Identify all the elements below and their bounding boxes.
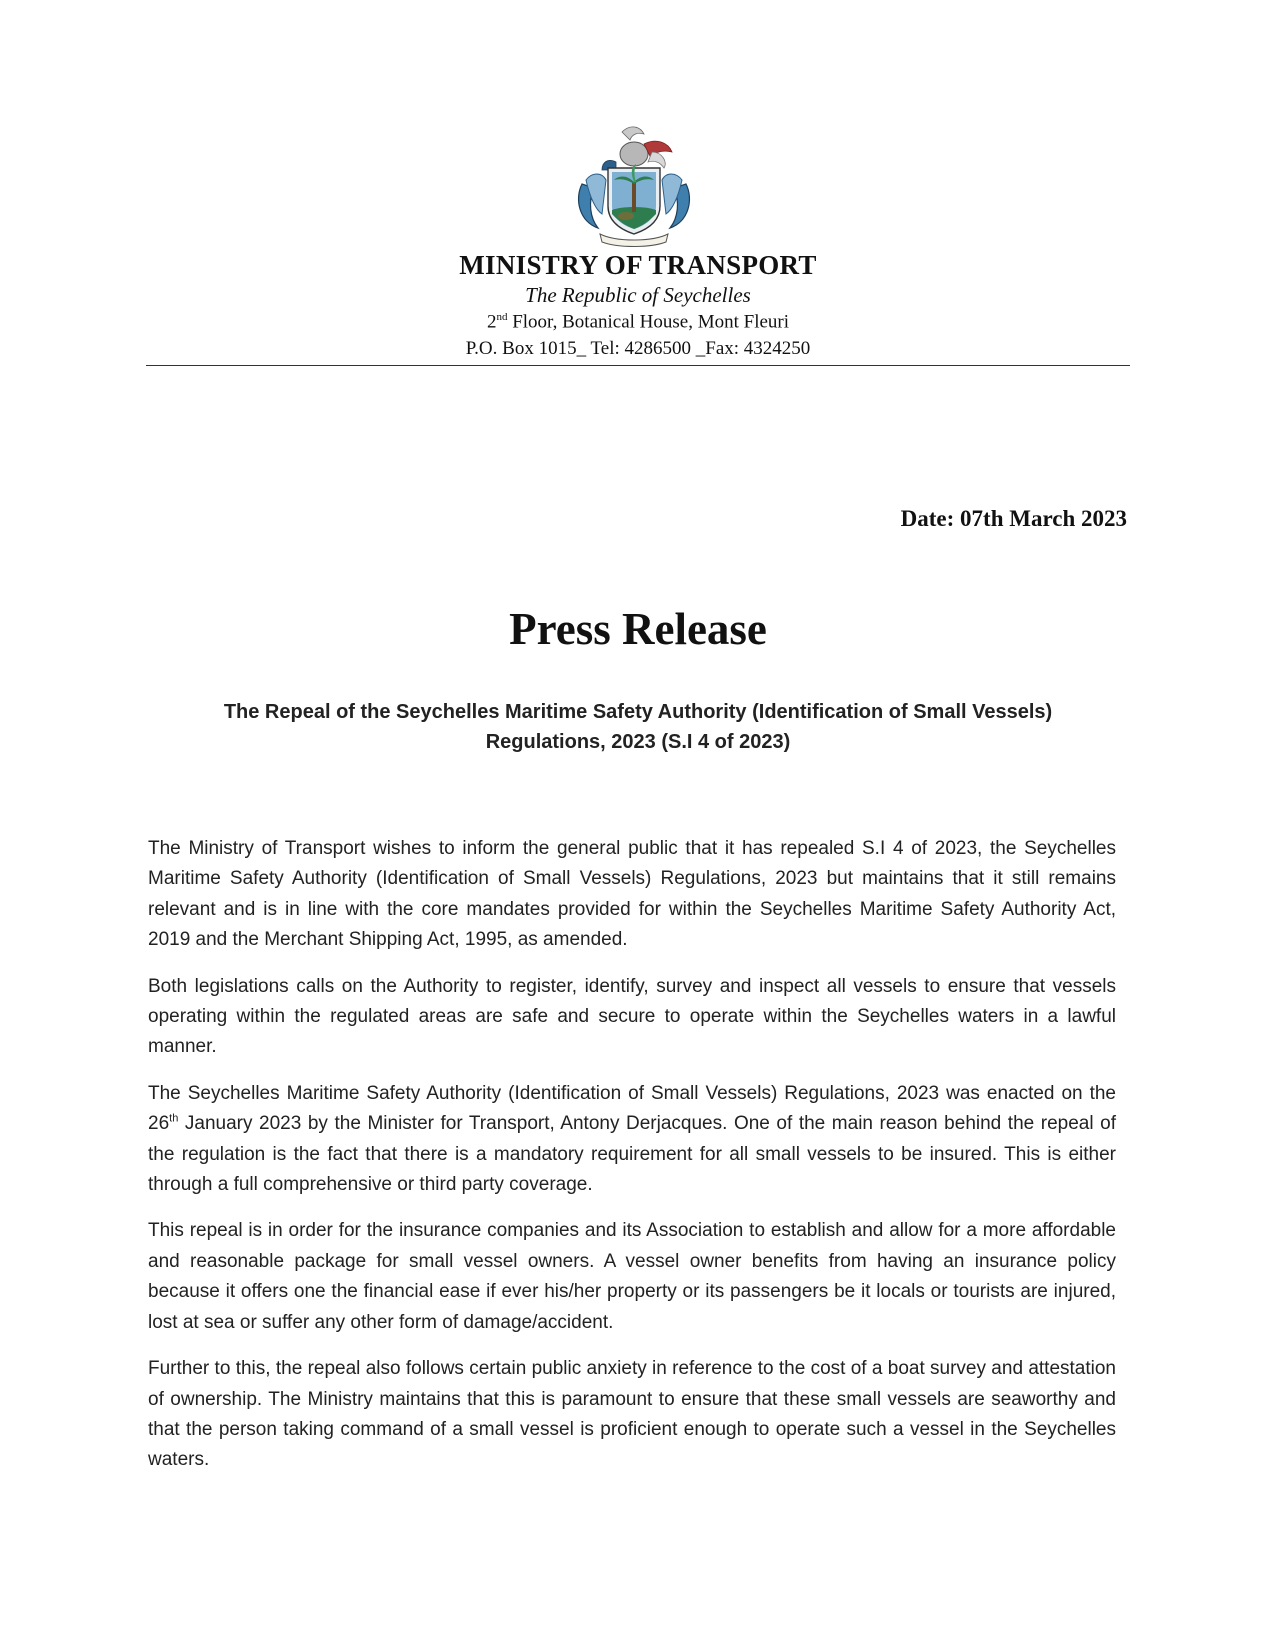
- contact-line: P.O. Box 1015_ Tel: 4286500 _Fax: 4324250: [465, 338, 811, 359]
- paragraph-3-ordinal-suffix: th: [169, 1112, 179, 1125]
- release-body: [148, 834, 1116, 1492]
- page-title: Press Release: [509, 604, 767, 654]
- address-rest: Floor, Botanical House, Mont Fleuri: [507, 311, 790, 333]
- address-line: [146, 311, 1130, 333]
- address-ordinal: 2: [486, 311, 497, 333]
- coat-of-arms-icon: [572, 122, 696, 248]
- paragraph-3-part-a: The Seychelles Maritime Safety Authority (Identification of Small Vessels) Regulations, 2023 was enacted on the 26: [148, 1082, 1116, 1135]
- paragraph-2: Both legislations calls on the Authority to register, identify, survey and inspect all vessels to ensure that vessels operating within the regulated areas are safe and secure to operate within the Seychelles waters in a lawful manner.: [148, 975, 1116, 1058]
- subject-heading: [160, 697, 1116, 757]
- paragraph-1: The Ministry of Transport wishes to inform the general public that it has repealed S.I 4 of 2023, the Seychelles Maritime Safety Authority (Identification of Small Vessels) Regulations, 2023 but maintains that it still remains relevant and is in line with the core mandates provided for within the Seychelles Maritime Safety Authority Act, 2019 and the Merchant Shipping Act, 1995, as amended.: [148, 838, 1116, 951]
- subject-line-2: Regulations, 2023 (S.I 4 of 2023): [485, 731, 791, 753]
- paragraph-5: Further to this, the repeal also follows certain public anxiety in reference to the cost of a boat survey and attestation of ownership. The Ministry maintains that this is paramount to ensure that these small vessels are seaworthy and that the person taking command of a small vessel is proficient enough to operate such a vessel in the Seychelles waters.: [148, 1358, 1116, 1471]
- paragraph-3-part-b: January 2023 by the Minister for Transport, Antony Derjacques. One of the main reason behind the repeal of the regulation is the fact that there is a mandatory requirement for all small vessels to be insured. This is either through a full comprehensive or third party coverage.: [148, 1113, 1116, 1196]
- subject-line-1: The Repeal of the Seychelles Maritime Safety Authority (Identification of Small Vessels): [223, 701, 1053, 723]
- paragraph-3: [148, 1079, 1116, 1201]
- release-date: Date: 07th March 2023: [900, 506, 1127, 531]
- letterhead-divider: [146, 365, 1130, 366]
- paragraph-4: This repeal is in order for the insurance companies and its Association to establish and allow for a more affordable and reasonable package for small vessel owners. A vessel owner benefits from having an insurance policy because it offers one the financial ease if ever his/her property or its passengers be it locals or tourists are injured, lost at sea or suffer any other form of damage/accident.: [148, 1220, 1116, 1333]
- ministry-name: MINISTRY OF TRANSPORT: [459, 250, 817, 280]
- republic-name: The Republic of Seychelles: [525, 283, 751, 307]
- address-ordinal-suffix: nd: [496, 311, 508, 323]
